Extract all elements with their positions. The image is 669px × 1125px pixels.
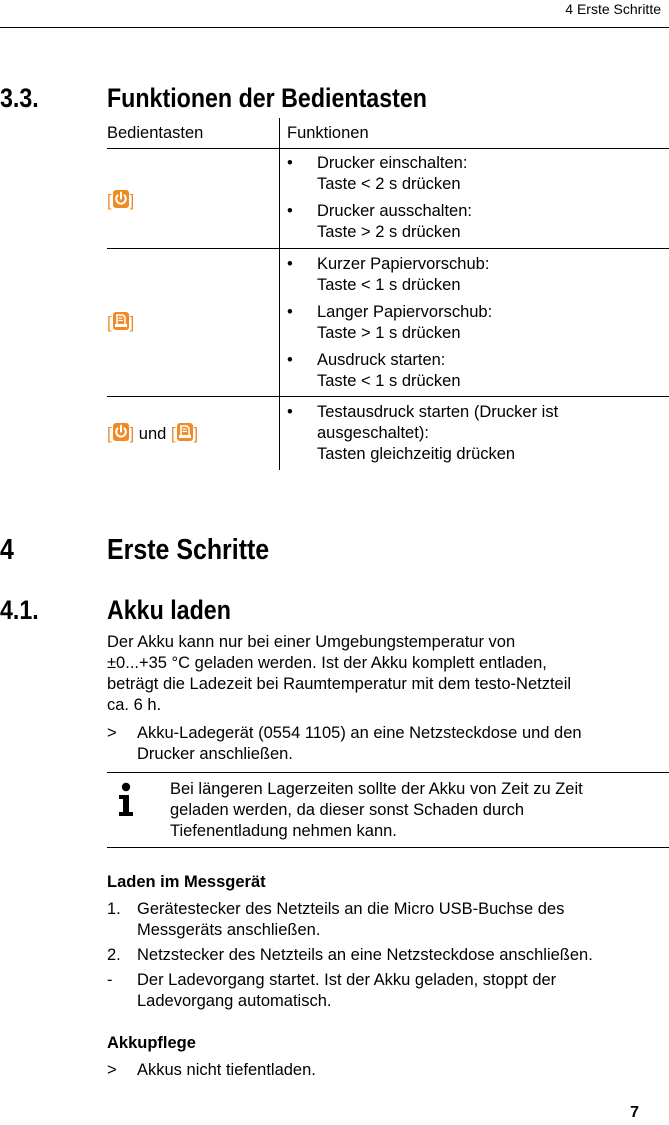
table-rule — [107, 248, 669, 249]
bracket-close: ] — [129, 192, 135, 210]
bullet: • — [287, 154, 293, 172]
table-row-3-functions — [287, 402, 667, 471]
list-item — [287, 254, 667, 296]
function-text: Taste < 2 s drücken — [317, 175, 461, 193]
function-text: Kurzer Papiervorschub: — [317, 255, 490, 273]
bullet: • — [287, 403, 293, 421]
table-row-2-functions — [287, 254, 667, 398]
subheading-battery-care: Akkupflege — [107, 1034, 196, 1052]
power-icon — [112, 189, 130, 215]
note-rule-top — [107, 772, 669, 773]
bracket-open: [ — [170, 425, 176, 443]
step-line: Akku-Ladegerät (0554 1105) an eine Netzsteckdose und den — [137, 724, 582, 742]
bullet: • — [287, 351, 293, 369]
paragraph-line: Der Akku kann nur bei einer Umgebungstemperatur von — [107, 633, 516, 651]
step-line: Drucker anschließen. — [137, 745, 293, 763]
key-function-table — [107, 118, 669, 470]
step-line: Netzstecker des Netzteils an eine Netzsteckdose anschließen. — [137, 946, 593, 964]
key-joiner: und — [138, 425, 167, 443]
bracket-close: ] — [193, 425, 199, 443]
function-text: Testausdruck starten (Drucker ist — [317, 403, 559, 421]
table-rule — [107, 396, 669, 397]
function-text: Tasten gleichzeitig drücken — [317, 445, 516, 463]
table-row-1-key — [107, 189, 134, 215]
intro-paragraph — [107, 632, 667, 716]
running-header: 4 Erste Schritte — [565, 1, 661, 17]
subheading-charging: Laden im Messgerät — [107, 873, 266, 891]
step-line: Messgeräts anschließen. — [137, 921, 321, 939]
function-text: ausgeschaltet): — [317, 424, 429, 442]
paper-feed-icon — [112, 311, 130, 337]
page-number: 7 — [630, 1104, 639, 1121]
step-marker: > — [107, 724, 117, 742]
table-row-1-functions — [287, 153, 667, 249]
step-line: Der Ladevorgang startet. Ist der Akku geladen, stoppt der — [137, 971, 557, 989]
paper-feed-icon — [176, 422, 194, 448]
step-text — [137, 723, 667, 765]
step-text — [137, 970, 667, 1012]
list-item — [107, 899, 667, 941]
bullet: • — [287, 255, 293, 273]
step-marker: > — [107, 1061, 117, 1079]
paragraph-line: ca. 6 h. — [107, 696, 162, 714]
info-icon — [115, 782, 137, 823]
step-line: Gerätestecker des Netzteils an die Micro USB-Buchse des — [137, 900, 565, 918]
note-rule-bottom — [107, 847, 669, 848]
section-title-3-3: Funktionen der Bedientasten — [107, 83, 427, 113]
bracket-close: ] — [129, 314, 135, 332]
table-row-3-key — [107, 422, 198, 448]
step-line: Ladevorgang automatisch. — [137, 992, 332, 1010]
function-text: Taste > 1 s drücken — [317, 324, 461, 342]
step-line: Akkus nicht tiefentladen. — [137, 1061, 316, 1079]
list-item — [287, 402, 667, 465]
paragraph-line: beträgt die Ladezeit bei Raumtemperatur mit dem testo-Netzteil — [107, 675, 572, 693]
step-marker: 2. — [107, 946, 121, 964]
table-column-divider — [279, 118, 280, 470]
note-text — [170, 779, 665, 842]
function-text: Taste > 2 s drücken — [317, 223, 461, 241]
step-text — [137, 945, 669, 966]
list-item — [287, 153, 667, 195]
table-header-keys: Bedientasten — [107, 124, 204, 142]
header-rule — [0, 27, 669, 28]
section-number-3-3: 3.3. — [0, 83, 39, 113]
action-step — [107, 723, 667, 765]
function-text: Taste < 1 s drücken — [317, 276, 461, 294]
note-line: Bei längeren Lagerzeiten sollte der Akku von Zeit zu Zeit — [170, 780, 583, 798]
function-text: Drucker einschalten: — [317, 154, 468, 172]
chapter-title-4: Erste Schritte — [107, 534, 270, 566]
table-rule — [107, 148, 669, 149]
table-header-functions: Funktionen — [287, 124, 369, 142]
power-icon — [112, 422, 130, 448]
step-text — [137, 1060, 667, 1081]
list-item — [107, 945, 669, 966]
function-text: Ausdruck starten: — [317, 351, 446, 369]
list-item — [287, 350, 667, 392]
list-item — [107, 970, 667, 1012]
step-marker: 1. — [107, 900, 121, 918]
chapter-number-4: 4 — [0, 534, 14, 566]
bracket-open: [ — [107, 425, 112, 443]
bullet: • — [287, 202, 293, 220]
paragraph-line: ±0...+35 °C geladen werden. Ist der Akku komplett entladen, — [107, 654, 547, 672]
section-number-4-1: 4.1. — [0, 595, 39, 625]
list-item — [287, 201, 667, 243]
note-line: geladen werden, da dieser sonst Schaden durch — [170, 801, 525, 819]
list-item — [107, 1060, 667, 1081]
function-text: Langer Papiervorschub: — [317, 303, 493, 321]
bracket-close: ] — [129, 425, 135, 443]
section-title-4-1: Akku laden — [107, 595, 231, 625]
function-text: Drucker ausschalten: — [317, 202, 472, 220]
bracket-open: [ — [107, 314, 112, 332]
step-text — [137, 899, 667, 941]
bullet: • — [287, 303, 293, 321]
list-item — [287, 302, 667, 344]
function-text: Taste < 1 s drücken — [317, 372, 461, 390]
table-row-2-key — [107, 311, 134, 337]
note-line: Tiefenentladung nehmen kann. — [170, 822, 397, 840]
bracket-open: [ — [107, 192, 112, 210]
step-marker: - — [107, 971, 113, 989]
